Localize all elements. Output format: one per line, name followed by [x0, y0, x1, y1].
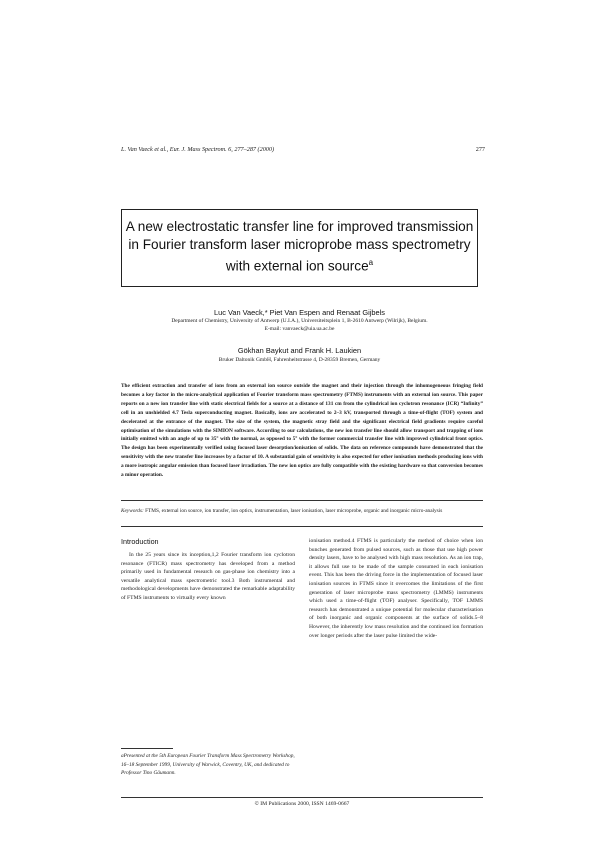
- page-number: 277: [475, 146, 485, 153]
- authors-group-2: Gökhan Baykut and Frank H. Laukien: [237, 346, 362, 355]
- affiliation-1: Department of Chemistry, University of Antwerp (U.I.A.), Universiteitsplein 1, B-2610 Antwerp (Wilrijk), Belgium.: [171, 318, 428, 324]
- footnote-divider: [121, 748, 173, 749]
- section-heading: Introduction: [121, 537, 159, 546]
- body-column-right: ionisation method.4 FTMS is particularly the method of choice when ion bunches generated from pulsed sources, such as those that use high power density lasers, have to be analysed with high mass resolution. As an ion trap, it allows full use to be made of the sample consumed in each ionisation event. This has been the driving force in the implementation of focused laser ionisation sources in FTMS since it overcomes the limitations of the first generation of laser microprobe mass spectrometry (LMMS) instruments which used a time-of-flight (TOF) analyser. Specifically, TOF LMMS research has demonstrated a unique potential for molecular characterisation of both inorganic and organic components at the surface of solids.5–8 However, the inherently low mass resolution and the continued ion formation over longer periods after the laser pulse limited the wide-: [309, 538, 483, 639]
- paper-title: [121, 218, 478, 276]
- keywords-text: FTMS, external ion source, ion transfer, ion optics, instrumentation, laser ionisation, laser microprobe, organic and inorganic micro-analysis: [145, 508, 443, 514]
- running-head: [121, 146, 485, 153]
- keywords-label: Keywords:: [121, 508, 144, 514]
- abstract: The efficient extraction and transfer of ions from an external ion source outside the magnet and their injection through the inhomogeneous fringing field becomes a key factor in the micro-analytical application of Fourier transform mass spectrometry (FTMS) instruments with an external ion source. This paper reports on a new ion transfer line with static electrical fields for a source at a distance of 131 cm from the cylindrical ion cyclotron resonance (ICR) “Infinity” cell in an unshielded 4.7 Tesla superconducting magnet. Basically, ions are accelerated to 2–3 kV, transported through a time-of-flight (TOF) system and decelerated at the entrance of the magnet. The size of the system, the magnetic stray field and the significant electrical field gradients require careful optimisation of the simulations with the SIMION software. According to our calculations, the new ion transfer line should allow transport and trapping of ions initially emitted with an angle of up to 35° with the normal, as opposed to 5° with the former commercial transfer line with improved cylindrical front optics. The design has been experimentally verified using focused laser desorption/ionisation of solids. The data on reference compounds have demonstrated that the sensitivity with the new transfer line increases by a factor of 10. A substantial gain of sensitivity is also expected for other ionisation methods producing ions with a more isotropic angular emission than focused laser irradiation. The new ion optics are fully compatible with the existing hardware so that conversion becomes a minor operation.: [121, 383, 483, 479]
- title-superscript: a: [368, 258, 374, 267]
- keywords-divider: [121, 526, 483, 527]
- affiliation-2: Bruker Daltonik GmbH, Fahrenheitstrasse 4, D-28359 Bremen, Germany: [218, 357, 381, 363]
- email: E-mail: vanvaeck@uia.ua.ac.be: [264, 326, 335, 332]
- authors-group-1: Luc Van Vaeck,* Piet Van Espen and Renaat Gijbels: [214, 308, 385, 317]
- abstract-divider: [121, 500, 483, 501]
- footer-divider: [121, 797, 483, 798]
- running-head-citation: L. Van Vaeck et al., Eur. J. Mass Spectrom. 6, 277–287 (2000): [121, 146, 275, 153]
- footnote: aPresented at the 5th European Fourier Transform Mass Spectrometry Workshop, 16–18 September 1999, University of Warwick, Coventry, UK, and dedicated to Professor Tino Gäumann.: [121, 753, 295, 777]
- body-column-left: In the 25 years since its inception,1,2 Fourier transform ion cyclotron resonance (FTICR) mass spectrometry has developed from a method primarily used in fundamental research on gas-phase ion chemistry into a versatile analytical mass spectrometric tool.3 Both instrumental and methodological developments have demonstrated the remarkable adaptability of FTMS instruments to virtually every known: [121, 552, 295, 601]
- footer-copyright: © IM Publications 2000, ISSN 1469-0667: [254, 801, 350, 807]
- paper-title-text: A new electrostatic transfer line for improved transmission in Fourier transform laser microprobe mass spectrometry with external ion source: [125, 219, 474, 274]
- keywords: [121, 507, 483, 516]
